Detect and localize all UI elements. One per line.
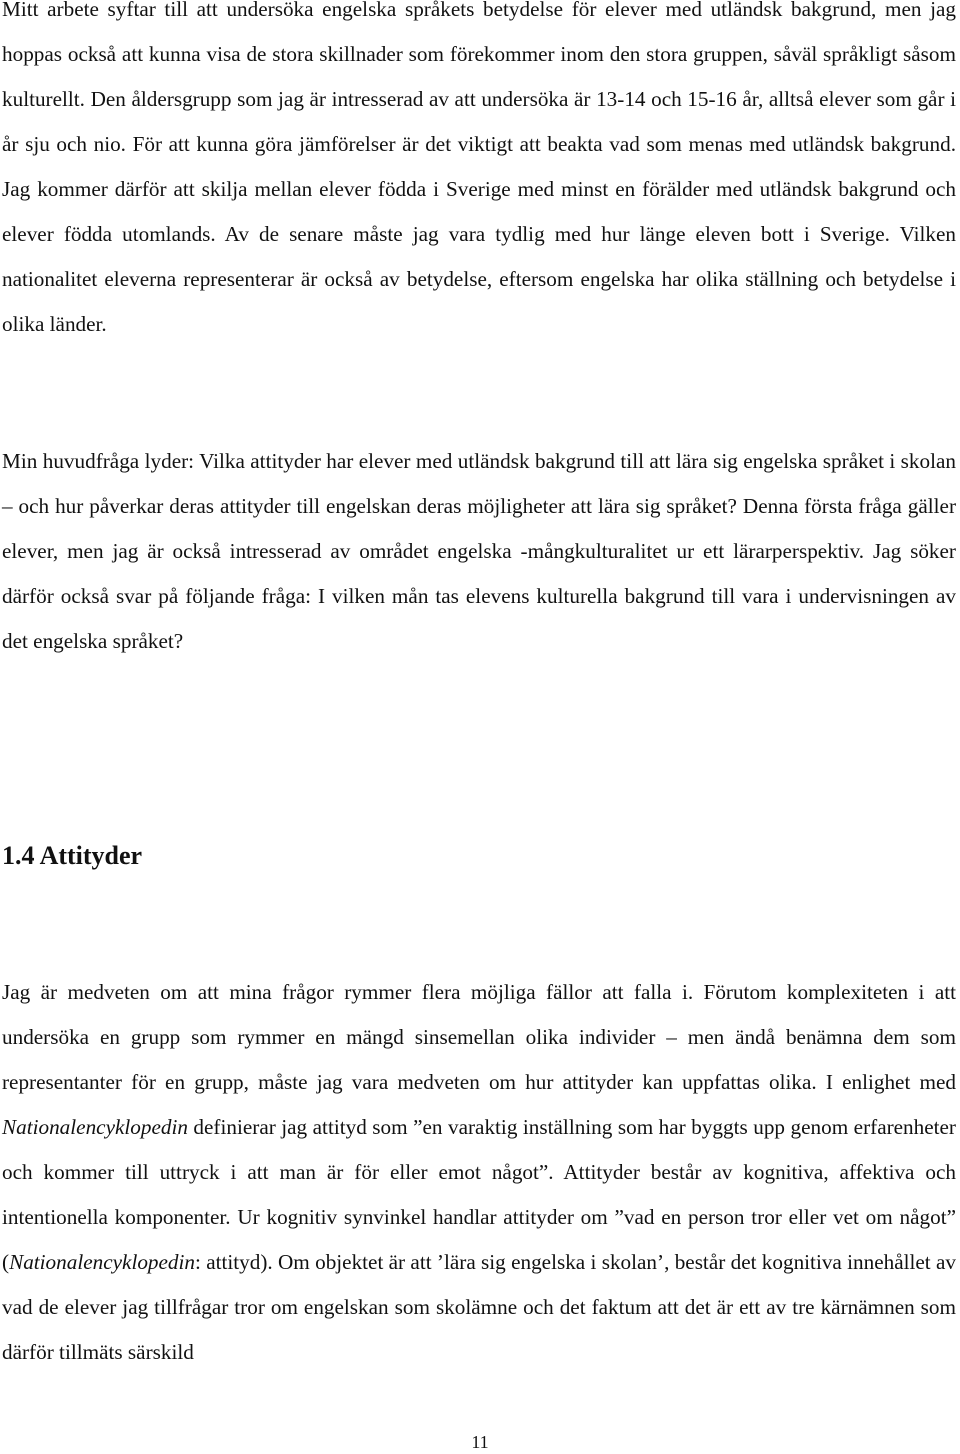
- attitudes-text-part-2: definierar jag attityd som ”en varaktig inställning som har byggts upp genom erfarenheter och kommer till uttryck i att man är för eller emot något”. Attityder består av kognitiva, affektiva och intentionella komponenter. Ur kognitiv synvinkel handlar attityder om ”vad en person tror eller vet om något” (: [2, 1115, 956, 1274]
- page-number: 11: [471, 1432, 489, 1452]
- paragraph-research-questions: Min huvudfråga lyder: Vilka attityder har elever med utländsk bakgrund till att lära sig engelska språket i skolan – och hur påverkar deras attityder till engelskan deras möjligheter att lära sig språket? Denna första fråga gäller elever, men jag är också intresserad av området engelska -mångkulturalitet ur ett lärarperspektiv. Jag söker därför också svar på följande fråga: I vilken mån tas elevens kulturella bakgrund till vara i undervisningen av det engelska språket?: [2, 449, 956, 653]
- citation-source-1: Nationalencyklopedin: [2, 1115, 188, 1139]
- attitudes-text-part-3: : attityd). Om objektet är att ’lära sig engelska i skolan’, består det kognitiva innehållet av vad de elever jag tillfrågar tror om engelskan som skolämne och det faktum att det är ett av tre kärnämnen som därför tillmäts särskild: [2, 1250, 956, 1364]
- paragraph-attitudes: [2, 970, 956, 1375]
- citation-source-2: Nationalencyklopedin: [9, 1250, 195, 1274]
- attitudes-text-part-1: Jag är medveten om att mina frågor rymmer flera möjliga fällor att falla i. Förutom komplexiteten i att undersöka en grupp som rymmer en mängd sinsemellan olika individer – men ändå benämna dem som representanter för en grupp, måste jag vara medveten om hur attityder kan uppfattas olika. I enlighet med: [2, 980, 956, 1094]
- section-heading: 1.4 Attityder: [2, 841, 143, 870]
- paragraph-purpose: Mitt arbete syftar till att undersöka engelska språkets betydelse för elever med utländsk bakgrund, men jag hoppas också att kunna visa de stora skillnader som förekommer inom den stora gruppen, såväl språkligt såsom kulturellt. Den åldersgrupp som jag är intresserad av att undersöka är 13-14 och 15-16 år, alltså elever som går i år sju och nio. För att kunna göra jämförelser är det viktigt att beakta vad som menas med utländsk bakgrund. Jag kommer därför att skilja mellan elever födda i Sverige med minst en förälder med utländsk bakgrund och elever födda utomlands. Av de senare måste jag vara tydlig med hur länge eleven bott i Sverige. Vilken nationalitet eleverna representerar är också av betydelse, eftersom engelska har olika ställning och betydelse i olika länder.: [2, 0, 956, 336]
